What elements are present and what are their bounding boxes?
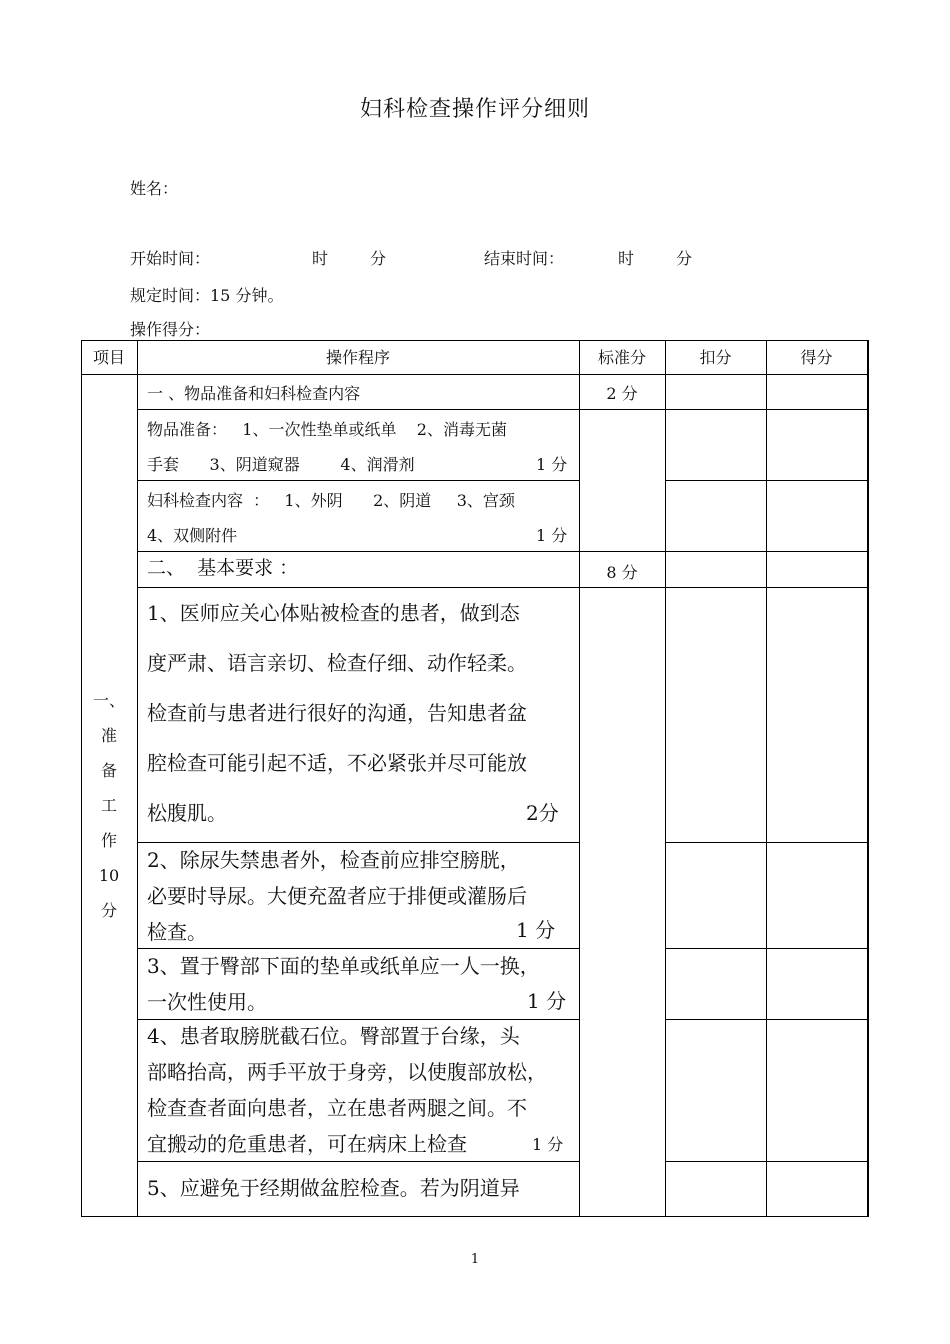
subsection-1-score: 2 分 [606,384,638,403]
item-supplies-line2: 手套 3、阴道窥器 4、润滑剂 [147,455,415,474]
requirement-4-line: 4、患者取膀胱截石位。臀部置于台缘，头 [147,1024,520,1048]
table-border-top [81,340,869,341]
requirement-4-line: 检查查者面向患者，立在患者两腿之间。不 [147,1096,527,1120]
section-label-char: 工 [100,796,117,815]
page-title: 妇科检查操作评分细则 [359,97,590,122]
requirement-2-points: 1 分 [516,918,556,942]
section-label-char: 备 [100,761,117,780]
requirement-4 [147,1018,547,1162]
header-procedure: 操作程序 [325,348,390,367]
section-label-char: 10 [98,866,120,885]
requirement-4-line: 宜搬动的危重患者，可在病床上检查 [147,1132,467,1156]
requirement-3 [147,948,540,1020]
requirement-3-line: 一次性使用。 [147,990,267,1014]
subsection-2-title: 二、 基本要求 ： [147,557,299,579]
requirement-1-points: 2分 [526,801,559,825]
score-label: 操作得分： [130,320,211,339]
section-label-char: 准 [100,726,117,745]
col-divider-2 [579,340,580,1217]
table-border-bottom [81,1216,869,1217]
row-divider [137,480,579,481]
header-item: 项目 [92,348,125,367]
section-label-char: 一、 [92,691,125,710]
row-divider [665,1161,869,1162]
col-divider-1 [137,340,138,1217]
col-divider-3 [665,340,666,1217]
item-supplies-points: 1 分 [536,455,568,474]
end-minute-label: 分 [676,249,693,268]
subsection-2-score: 8 分 [606,563,638,582]
row-divider [137,551,869,552]
requirement-3-line: 3、置于臀部下面的垫单或纸单应一人一换， [147,954,540,978]
row-divider [665,1019,869,1020]
section-label-char: 分 [100,901,117,920]
requirement-5 [147,1170,520,1206]
row-divider [665,480,869,481]
name-label: 姓名： [130,179,179,198]
requirement-4-points: 1 分 [532,1135,564,1154]
row-divider [665,948,869,949]
requirement-2 [147,842,527,950]
requirement-1-line: 腔检查可能引起不适，不必紧张并尽可能放 [147,751,527,775]
requirement-1-line: 1、医师应关心体贴被检查的患者，做到态 [147,601,520,625]
item-exam-content-points: 1 分 [536,526,568,545]
header-score: 得分 [800,348,833,367]
requirement-2-line: 2、除尿失禁患者外，检查前应排空膀胱， [147,848,520,872]
item-exam-content-line1: 妇科检查内容 ： 1、外阴 2、阴道 3、宫颈 [147,491,515,510]
item-exam-content-line2: 4、双侧附件 [147,526,238,545]
page-number: 1 [470,1252,480,1267]
col-divider-4 [766,340,767,1217]
requirement-1-line: 检查前与患者进行很好的沟通，告知患者盆 [147,701,527,725]
requirement-5-line: 5、应避免于经期做盆腔检查。若为阴道异 [147,1176,520,1200]
row-divider [137,409,869,410]
start-time-label: 开始时间： [130,249,211,268]
item-supplies-line1: 物品准备： 1、一次性垫单或纸单 2、消毒无菌 [147,420,507,439]
section-label-char: 作 [100,831,117,850]
end-time-label: 结束时间： [484,249,565,268]
header-standard-score: 标准分 [597,348,646,367]
requirement-3-points: 1 分 [527,989,567,1013]
start-minute-label: 分 [370,249,387,268]
header-deduction: 扣分 [699,348,732,367]
time-limit: 规定时间：15 分钟。 [130,286,284,305]
requirement-2-line: 检查。 [147,920,207,944]
subsection-1-title: 一 、物品准备和妇科检查内容 [147,384,361,403]
requirement-1-line: 松腹肌。 [147,801,227,825]
start-hour-label: 时 [312,249,329,268]
end-hour-label: 时 [618,249,635,268]
requirement-2-line: 必要时导尿。大便充盈者应于排便或灌肠后 [147,884,527,908]
requirement-4-line: 部略抬高，两手平放于身旁，以使腹部放松， [147,1060,547,1084]
requirement-1-line: 度严肃、语言亲切、检查仔细、动作轻柔。 [147,651,527,675]
table-border-right [867,340,869,1217]
row-divider [665,842,869,843]
section-label [81,683,137,928]
requirement-1 [147,588,527,838]
header-row-divider [81,374,869,375]
